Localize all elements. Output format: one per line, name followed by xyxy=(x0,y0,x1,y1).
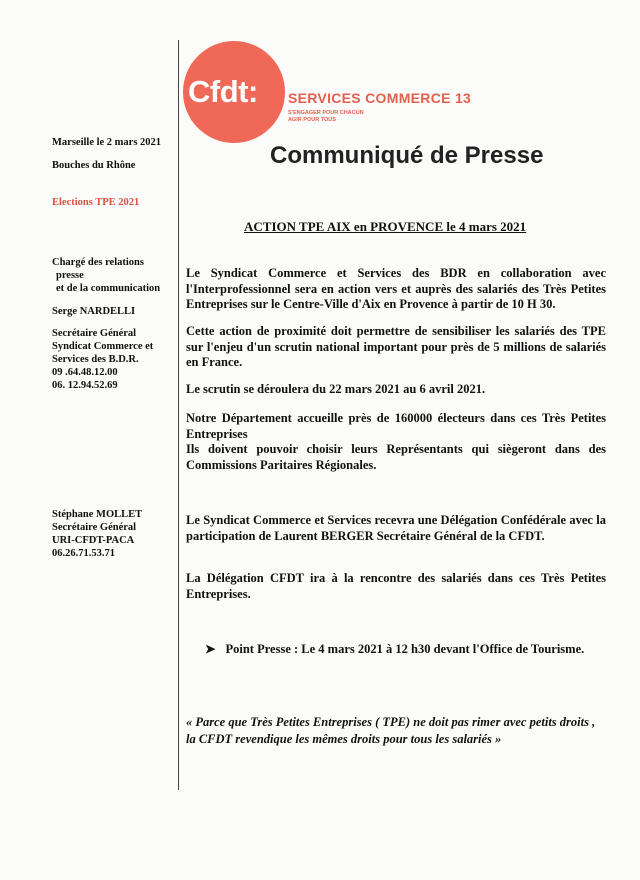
quote-line-2: la CFDT revendique les mêmes droits pour tous les salariés » xyxy=(186,732,502,746)
quote-line-1: « Parce que Très Petites Entreprises ( TPE) ne doit pas rimer avec petits droits , xyxy=(186,715,596,729)
paragraph-1: Le Syndicat Commerce et Services des BDR en collaboration avec l'Interprofessionnel sera en action vers et auprès des salariés des Très Petites Entreprises sur le Centre-Ville d'Aix en Provence à partir de 10 H 30. xyxy=(186,266,606,311)
headline: ACTION TPE AIX en PROVENCE le 4 mars 2021 xyxy=(244,219,527,234)
contact1-phone-1: 09 .64.48.12.00 xyxy=(52,367,118,378)
arrow-bullet-icon: ➤ xyxy=(205,642,216,656)
press-point-text: Point Presse : Le 4 mars 2021 à 12 h30 devant l'Office de Tourisme. xyxy=(225,642,585,656)
paragraph-3: Le scrutin se déroulera du 22 mars 2021 au 6 avril 2021. xyxy=(186,382,486,396)
page-title: Communiqué de Presse xyxy=(270,142,544,169)
slogan-line-1: S'ENGAGER POUR CHACUN xyxy=(288,110,364,116)
press-role-3: et de la communication xyxy=(56,283,161,294)
contact2-title-1: Secrétaire Général xyxy=(52,522,137,533)
contact2-title-2: URI-CFDT-PACA xyxy=(52,535,135,546)
paragraph-6: La Délégation CFDT ira à la rencontre des salariés dans ces Très Petites Entreprises. xyxy=(186,571,606,601)
paragraph-2: Cette action de proximité doit permettre de sensibiliser les salariés des TPE sur l'enjeu d'un scrutin national important pour près de 5 millions de salariés en France. xyxy=(186,324,606,369)
date: Marseille le 2 mars 2021 xyxy=(52,137,162,148)
paragraph-5: Le Syndicat Commerce et Services recevra une Délégation Confédérale avec la participation de Laurent BERGER Secrétaire Général de la CFDT. xyxy=(186,513,606,543)
contact1-name: Serge NARDELLI xyxy=(52,306,136,317)
logo-text: Cfdt: xyxy=(188,74,258,109)
paragraph-4a: Notre Département accueille près de 160000 électeurs dans ces Très Petites Entreprises xyxy=(186,411,606,441)
slogan-line-2: AGIR POUR TOUS xyxy=(288,117,336,123)
region: Bouches du Rhône xyxy=(52,160,136,171)
brand-name: SERVICES COMMERCE 13 xyxy=(288,90,472,106)
elections-label: Elections TPE 2021 xyxy=(52,197,140,208)
contact2-phone: 06.26.71.53.71 xyxy=(52,548,115,559)
press-role-2: presse xyxy=(56,270,84,281)
paragraph-4b: Ils doivent pouvoir choisir leurs Représentants qui siègeront dans des Commissions Paritaires Régionales. xyxy=(186,442,606,472)
contact1-title-2: Syndicat Commerce et xyxy=(52,341,154,352)
contact1-title-3: Services des B.D.R. xyxy=(52,354,139,365)
press-point xyxy=(205,641,584,657)
contact2-name: Stéphane MOLLET xyxy=(52,509,143,520)
contact1-title-1: Secrétaire Général xyxy=(52,328,137,339)
contact1-phone-2: 06. 12.94.52.69 xyxy=(52,380,118,391)
press-role-1: Chargé des relations xyxy=(52,257,144,268)
column-divider xyxy=(178,40,179,790)
